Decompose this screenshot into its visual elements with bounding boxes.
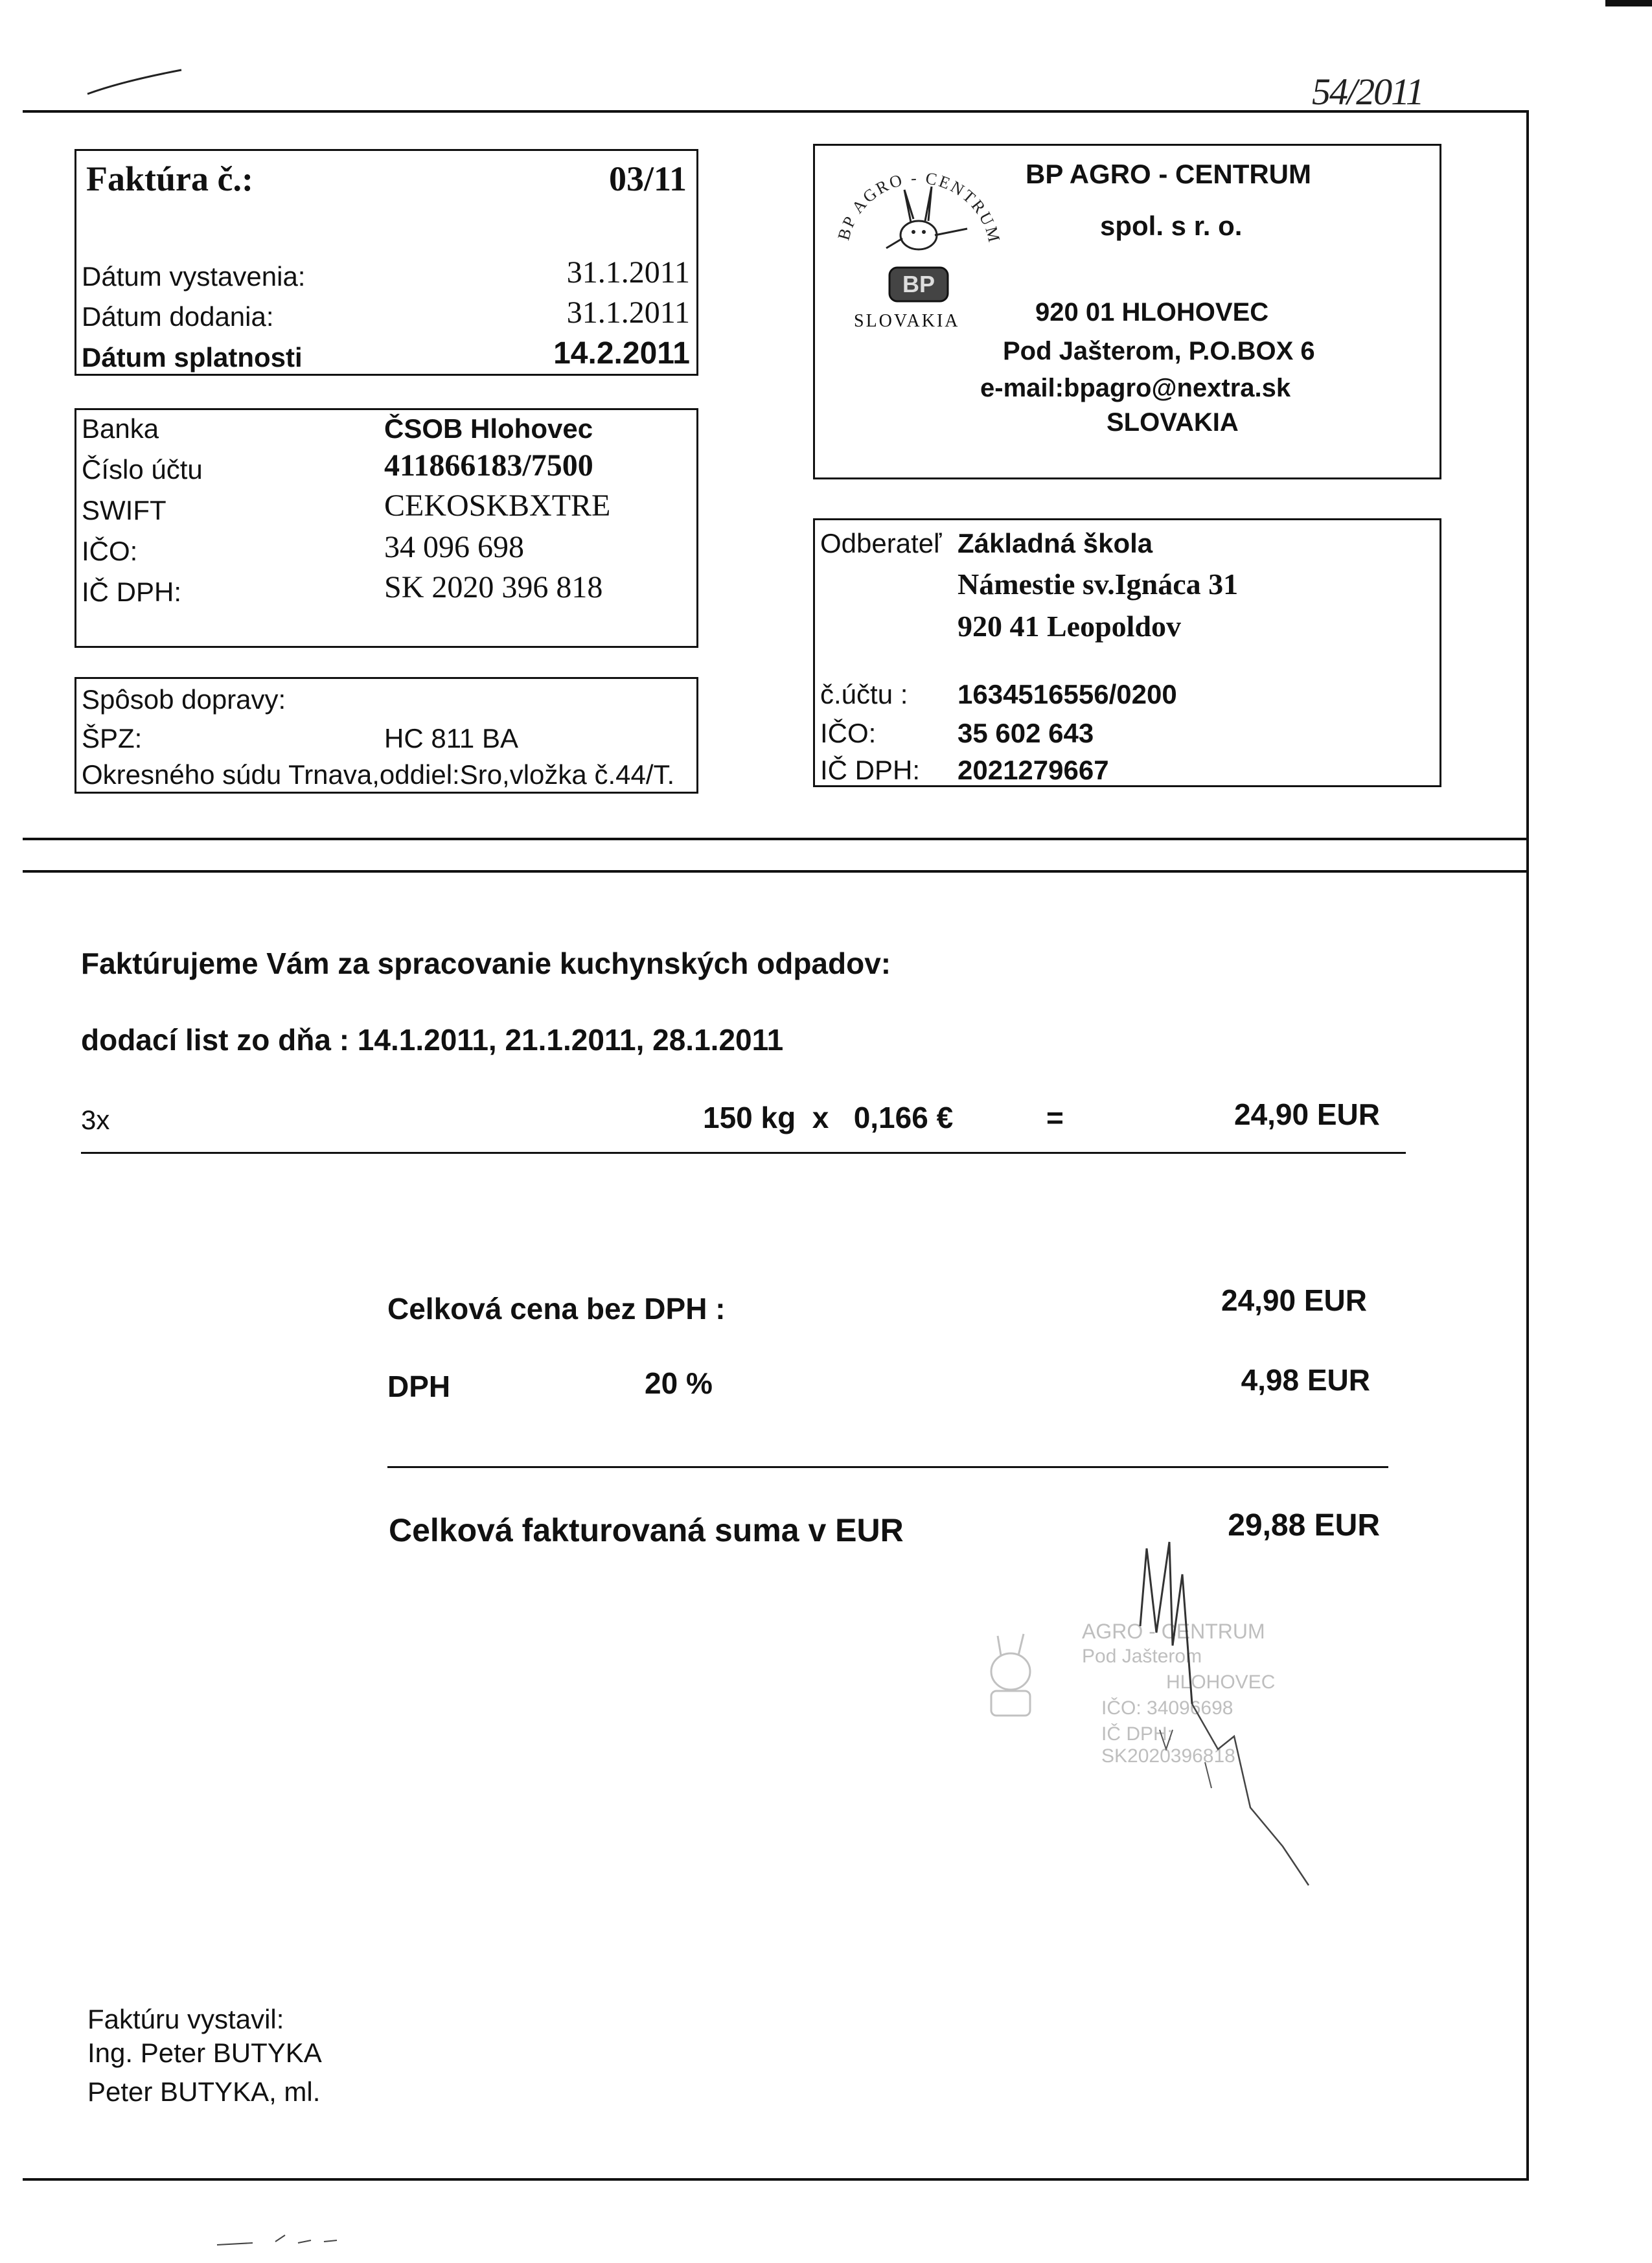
ico-label: IČO: xyxy=(82,536,138,566)
supplier-email: e-mail:bpagro@nextra.sk xyxy=(980,374,1291,402)
invoice-number: 03/11 xyxy=(608,159,687,198)
customer-icdph-label: IČ DPH: xyxy=(820,755,921,785)
supplier-city: 920 01 HLOHOVEC xyxy=(1035,298,1269,327)
account-label: Číslo účtu xyxy=(82,454,203,485)
svg-text:BP AGRO - CENTRUM: BP AGRO - CENTRUM xyxy=(834,168,1004,246)
top-rule xyxy=(23,110,1529,113)
company-logo xyxy=(828,157,1009,319)
stamp-logo-icon xyxy=(972,1626,1050,1730)
icdph-value: SK 2020 396 818 xyxy=(384,570,603,604)
stamp-line-3: HLOHOVEC xyxy=(1166,1671,1276,1693)
delivery-date: 31.1.2011 xyxy=(566,295,690,330)
customer-ico-label: IČO: xyxy=(820,718,877,748)
stamp-line-5: IČ DPH: SK2020396818 xyxy=(1101,1723,1235,1767)
pen-stroke-top xyxy=(84,65,188,104)
stamp-line-2: Pod Jašterom xyxy=(1082,1646,1202,1667)
item-calculation: 150 kg x 0,166 € xyxy=(703,1101,954,1134)
right-border xyxy=(1526,110,1529,2181)
right-edge-mark xyxy=(1605,0,1652,6)
pen-stroke-bottom xyxy=(214,2229,343,2255)
customer-account-label: č.účtu : xyxy=(820,679,908,709)
customer-ico-value: 35 602 643 xyxy=(958,718,1094,748)
vat-rate: 20 % xyxy=(645,1366,713,1400)
icdph-label: IČ DPH: xyxy=(82,577,182,607)
supplier-country: SLOVAKIA xyxy=(1107,408,1239,437)
grand-total-value: 29,88 EUR xyxy=(1228,1508,1380,1543)
supplier-name: BP AGRO - CENTRUM xyxy=(1026,159,1311,189)
customer-street: Námestie sv.Ignáca 31 xyxy=(958,568,1239,601)
customer-box xyxy=(813,518,1441,787)
court-registration-note: Okresného súdu Trnava,oddiel:Sro,vložka č.44/T. xyxy=(82,759,675,790)
invoice-title: Faktúra č.: xyxy=(86,159,253,198)
supplier-street: Pod Jašterom, P.O.BOX 6 xyxy=(1003,337,1315,365)
customer-label: Odberateľ xyxy=(820,528,942,558)
customer-account-value: 1634516556/0200 xyxy=(958,679,1177,709)
header-rule-2 xyxy=(23,870,1529,873)
item-total: 24,90 EUR xyxy=(1233,1097,1380,1131)
vat-value: 4,98 EUR xyxy=(1241,1363,1370,1397)
account-value: 411866183/7500 xyxy=(384,448,593,483)
bank-value: ČSOB Hlohovec xyxy=(384,413,593,444)
issuer-label: Faktúru vystavil: xyxy=(87,2004,284,2034)
logo-country: SLOVAKIA xyxy=(854,311,960,331)
net-total-label: Celková cena bez DPH : xyxy=(387,1292,726,1326)
header-rule-1 xyxy=(23,838,1529,840)
bank-label: Banka xyxy=(82,413,159,444)
bottom-rule xyxy=(23,2178,1529,2181)
spz-value: HC 811 BA xyxy=(384,723,518,753)
totals-divider xyxy=(387,1466,1388,1468)
item-quantity: 3x xyxy=(81,1105,110,1135)
swift-label: SWIFT xyxy=(82,495,166,525)
item-equals: = xyxy=(1046,1101,1064,1134)
transport-box xyxy=(75,677,698,794)
spz-label: ŠPZ: xyxy=(82,723,143,753)
due-date: 14.2.2011 xyxy=(553,336,690,371)
issue-date: 31.1.2011 xyxy=(566,255,690,290)
supplier-box xyxy=(813,144,1441,479)
stamp-line-1: AGRO - CENTRUM xyxy=(1082,1620,1265,1643)
grand-total-label: Celková fakturovaná suma v EUR xyxy=(389,1512,904,1548)
ico-value: 34 096 698 xyxy=(384,530,524,564)
swift-value: CEKOSKBXTRE xyxy=(384,488,611,523)
customer-icdph-value: 2021279667 xyxy=(958,755,1109,785)
item-underline xyxy=(81,1152,1406,1154)
vat-label: DPH xyxy=(387,1370,451,1403)
signature xyxy=(1121,1535,1393,1898)
invoice-header-box xyxy=(75,149,698,376)
delivery-date-label: Dátum dodania: xyxy=(82,301,274,332)
customer-city: 920 41 Leopoldov xyxy=(958,610,1182,643)
svg-text:BP: BP xyxy=(902,271,935,297)
issuer-name-1: Ing. Peter BUTYKA xyxy=(87,2038,322,2068)
issuer-name-2: Peter BUTYKA, ml. xyxy=(87,2076,321,2107)
invoice-intro: Faktúrujeme Vám za spracovanie kuchynských odpadov: xyxy=(81,947,891,980)
due-date-label: Dátum splatnosti xyxy=(82,342,303,373)
stamp-line-4: IČO: 34096698 xyxy=(1101,1697,1233,1719)
delivery-notes: dodací list zo dňa : 14.1.2011, 21.1.2011, 28.1.2011 xyxy=(81,1023,784,1057)
net-total-value: 24,90 EUR xyxy=(1221,1283,1367,1317)
transport-mode-label: Spôsob dopravy: xyxy=(82,684,286,715)
handwritten-note: 54/2011 xyxy=(1312,71,1423,113)
bank-details-box xyxy=(75,408,698,648)
issue-date-label: Dátum vystavenia: xyxy=(82,261,306,292)
customer-name: Základná škola xyxy=(958,528,1153,558)
supplier-legal-form: spol. s r. o. xyxy=(1100,211,1243,241)
